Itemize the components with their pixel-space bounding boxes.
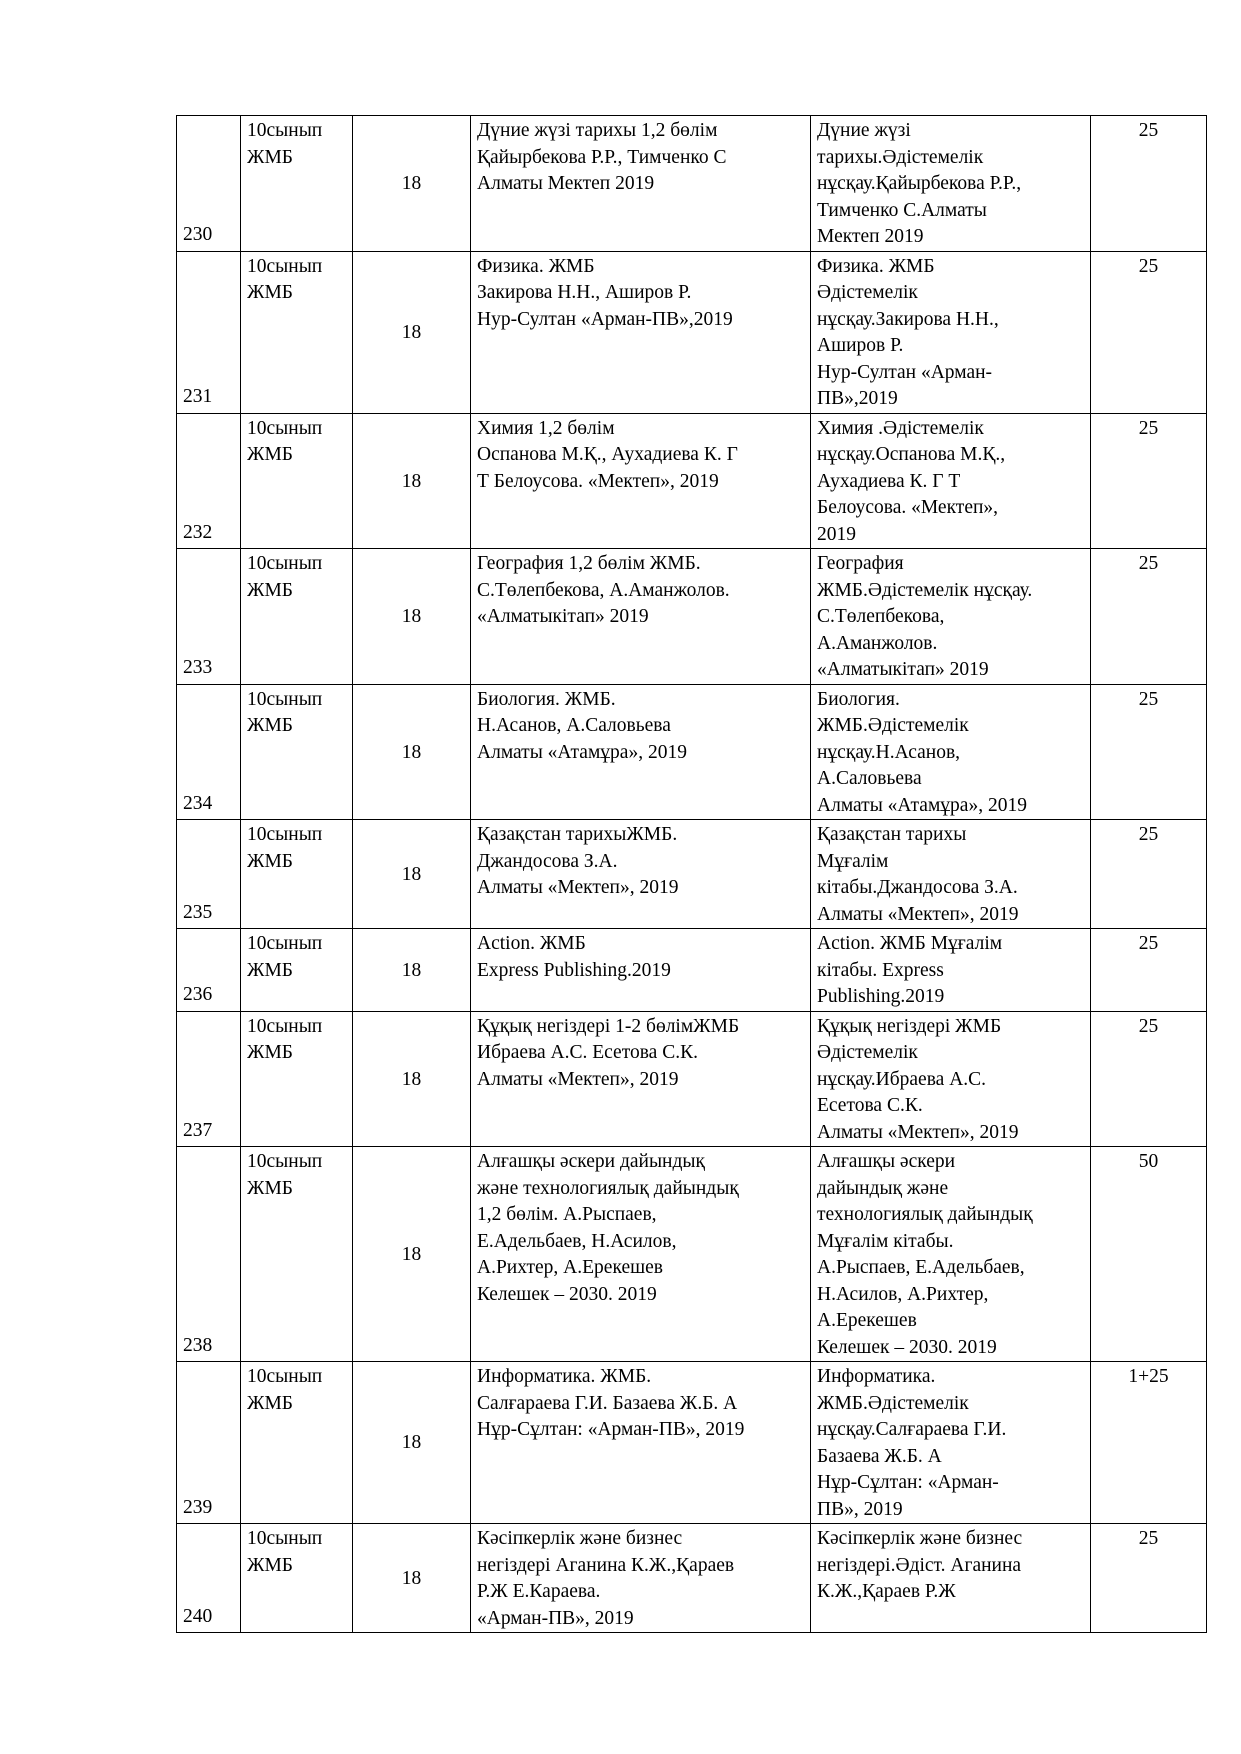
teacher-guide-line: Есетова С.К. <box>817 1095 923 1116</box>
teacher-guide-line: Келешек – 2030. 2019 <box>817 1336 997 1358</box>
table-row <box>177 251 1207 413</box>
textbook-cell <box>471 820 811 929</box>
row-number: 233 <box>183 657 213 678</box>
row-number-cell <box>177 116 241 252</box>
count-cell <box>1091 413 1207 549</box>
table-row <box>177 549 1207 685</box>
class-line: ЖМБ <box>247 1392 294 1414</box>
textbook-line: және технологиялық дайындық <box>477 1177 739 1199</box>
teacher-guide-line: нұсқау.Ибраева А.С. <box>817 1068 987 1090</box>
teacher-guide-cell <box>811 1524 1091 1633</box>
textbook-cell <box>471 251 811 413</box>
teacher-guide-line: ЖМБ.Әдістемелік <box>817 715 969 736</box>
count-value: 25 <box>1138 417 1159 439</box>
teacher-guide-line: Publishing.2019 <box>817 986 945 1007</box>
teacher-guide-line: Биология. <box>817 688 900 710</box>
class-cell <box>241 1362 353 1524</box>
hours-cell <box>353 1011 471 1147</box>
teacher-guide-line: А.Рыспаев, Е.Адельбаев, <box>817 1257 1025 1278</box>
class-cell <box>241 549 353 685</box>
class-line: 10сынып <box>247 1528 323 1549</box>
class-cell <box>241 116 353 252</box>
textbook-line: Алматы «Мектеп», 2019 <box>477 877 679 898</box>
hours-value: 18 <box>401 741 422 763</box>
row-number-cell <box>177 1362 241 1524</box>
class-cell <box>241 684 353 820</box>
class-line: ЖМБ <box>247 1042 294 1063</box>
teacher-guide-line: Аухадиева К. Г Т <box>817 470 961 492</box>
teacher-guide-line: Физика. ЖМБ <box>817 255 935 277</box>
teacher-guide-cell <box>811 549 1091 685</box>
teacher-guide-line: Тимченко С.Алматы <box>817 199 987 221</box>
teacher-guide-line: нұсқау.Закирова Н.Н., <box>817 308 999 330</box>
teacher-guide-line: Мұғалім кітабы. <box>817 1230 954 1252</box>
textbook-line: Джандосова З.А. <box>477 850 618 872</box>
class-cell <box>241 1147 353 1362</box>
textbook-line: Т Белоусова. «Мектеп», 2019 <box>477 470 719 492</box>
textbook-line: А.Рихтер, А.Ерекешев <box>477 1257 663 1278</box>
class-cell <box>241 251 353 413</box>
teacher-guide-line: К.Ж.,Қараев Р.Ж <box>817 1581 956 1602</box>
table-row <box>177 1011 1207 1147</box>
table-row <box>177 684 1207 820</box>
table-row <box>177 413 1207 549</box>
teacher-guide-line: тарихы.Әдістемелік <box>817 146 984 168</box>
textbook-line: Физика. ЖМБ <box>477 255 595 277</box>
hours-value: 18 <box>401 606 422 627</box>
hours-value: 18 <box>401 1243 422 1265</box>
textbook-line: География 1,2 бөлім ЖМБ. <box>477 553 701 574</box>
teacher-guide-line: нұсқау.Қайырбекова Р.Р., <box>817 173 1022 194</box>
hours-value: 18 <box>401 470 422 492</box>
hours-cell <box>353 413 471 549</box>
table-row <box>177 1147 1207 1362</box>
textbook-line: Алматы «Атамұра», 2019 <box>477 741 687 763</box>
class-line: ЖМБ <box>247 850 294 872</box>
textbook-line: Дүние жүзі тарихы 1,2 бөлім <box>477 120 718 141</box>
hours-cell <box>353 929 471 1012</box>
hours-value: 18 <box>401 1567 422 1589</box>
textbook-line: Action. ЖМБ <box>477 933 586 954</box>
textbook-line: Ибраева А.С. Есетова С.К. <box>477 1042 698 1063</box>
class-line: ЖМБ <box>247 959 294 981</box>
count-cell <box>1091 929 1207 1012</box>
textbook-line: Салғараева Г.И. Базаева Ж.Б. А <box>477 1392 738 1414</box>
class-line: ЖМБ <box>247 1177 294 1199</box>
teacher-guide-line: технологиялық дайындық <box>817 1204 1033 1225</box>
textbook-line: Нұр-Сұлтан: «Арман-ПВ», 2019 <box>477 1419 745 1440</box>
table-row <box>177 1524 1207 1633</box>
hours-value: 18 <box>401 173 422 194</box>
textbook-line: Келешек – 2030. 2019 <box>477 1283 657 1305</box>
count-cell <box>1091 1524 1207 1633</box>
textbook-line: Құқық негіздері 1-2 бөлімЖМБ <box>477 1015 740 1037</box>
row-number-cell <box>177 1524 241 1633</box>
teacher-guide-line: Action. ЖМБ Мұғалім <box>817 933 1003 954</box>
textbook-line: Информатика. ЖМБ. <box>477 1366 652 1387</box>
textbook-line: «Алматыкітап» 2019 <box>477 606 649 627</box>
teacher-guide-line: Н.Асилов, А.Рихтер, <box>817 1283 989 1305</box>
teacher-guide-line: дайындық және <box>817 1177 949 1199</box>
textbook-line: Оспанова М.Қ., Аухадиева К. Г <box>477 444 738 465</box>
count-value: 1+25 <box>1128 1366 1169 1387</box>
row-number: 231 <box>183 386 213 407</box>
teacher-guide-cell <box>811 1147 1091 1362</box>
hours-value: 18 <box>401 1432 422 1454</box>
count-cell <box>1091 1147 1207 1362</box>
teacher-guide-line: ЖМБ.Әдістемелік <box>817 1392 969 1414</box>
textbook-cell <box>471 929 811 1012</box>
row-number-cell <box>177 549 241 685</box>
teacher-guide-line: Алматы «Мектеп», 2019 <box>817 903 1019 925</box>
textbook-line: 1,2 бөлім. А.Рыспаев, <box>477 1204 657 1225</box>
class-line: 10сынып <box>247 255 323 277</box>
teacher-guide-line: Дүние жүзі <box>817 120 911 141</box>
count-value: 25 <box>1138 824 1159 845</box>
teacher-guide-line: Белоусова. «Мектеп», <box>817 497 999 518</box>
textbook-line: Алматы Мектеп 2019 <box>477 173 655 194</box>
count-cell <box>1091 251 1207 413</box>
textbook-cell <box>471 116 811 252</box>
textbook-line: Қазақстан тарихыЖМБ. <box>477 824 678 845</box>
hours-cell <box>353 549 471 685</box>
teacher-guide-line: Қазақстан тарихы <box>817 824 967 845</box>
hours-cell <box>353 1147 471 1362</box>
teacher-guide-line: А.Аманжолов. <box>817 632 938 654</box>
teacher-guide-line: Кәсіпкерлік және бизнес <box>817 1528 1023 1549</box>
teacher-guide-line: ПВ»,2019 <box>817 388 898 409</box>
teacher-guide-cell <box>811 413 1091 549</box>
textbook-line: Р.Ж Е.Караева. <box>477 1581 601 1602</box>
teacher-guide-line: нұсқау.Н.Асанов, <box>817 741 961 763</box>
count-value: 25 <box>1138 933 1159 954</box>
hours-cell <box>353 251 471 413</box>
hours-cell <box>353 820 471 929</box>
class-cell <box>241 929 353 1012</box>
textbook-cell <box>471 1362 811 1524</box>
class-cell <box>241 1524 353 1633</box>
teacher-guide-line: 2019 <box>817 523 856 545</box>
teacher-guide-line: Нұр-Сұлтан: «Арман- <box>817 1472 999 1493</box>
teacher-guide-line: Информатика. <box>817 1366 936 1387</box>
table-body <box>177 116 1207 1633</box>
hours-value: 18 <box>401 959 422 981</box>
teacher-guide-line: Әдістемелік <box>817 282 918 303</box>
teacher-guide-cell <box>811 116 1091 252</box>
teacher-guide-line: кітабы. Express <box>817 959 944 981</box>
class-line: 10сынып <box>247 824 323 845</box>
class-cell <box>241 1011 353 1147</box>
row-number: 234 <box>183 792 213 814</box>
teacher-guide-line: нұсқау.Салғараева Г.И. <box>817 1419 1007 1440</box>
textbook-line: Алматы «Мектеп», 2019 <box>477 1068 679 1090</box>
teacher-guide-line: ПВ», 2019 <box>817 1498 903 1520</box>
row-number-cell <box>177 1011 241 1147</box>
count-cell <box>1091 684 1207 820</box>
teacher-guide-cell <box>811 684 1091 820</box>
class-line: ЖМБ <box>247 282 294 303</box>
textbook-line: «Арман-ПВ», 2019 <box>477 1607 634 1629</box>
teacher-guide-cell <box>811 1362 1091 1524</box>
row-number-cell <box>177 929 241 1012</box>
teacher-guide-line: А.Ерекешев <box>817 1310 917 1331</box>
count-value: 25 <box>1138 1015 1159 1037</box>
teacher-guide-cell <box>811 820 1091 929</box>
class-line: 10сынып <box>247 1015 323 1037</box>
teacher-guide-line: нұсқау.Оспанова М.Қ., <box>817 444 1006 465</box>
textbook-line: Е.Адельбаев, Н.Асилов, <box>477 1230 677 1252</box>
class-cell <box>241 820 353 929</box>
teacher-guide-line: Алматы «Атамұра», 2019 <box>817 794 1027 816</box>
textbook-line: Қайырбекова Р.Р., Тимченко С <box>477 146 727 168</box>
row-number: 236 <box>183 984 213 1005</box>
teacher-guide-line: негіздері.Әдіст. Аганина <box>817 1554 1022 1576</box>
textbook-line: Закирова Н.Н., Аширов Р. <box>477 282 692 303</box>
textbook-line: Express Publishing.2019 <box>477 959 671 981</box>
class-line: ЖМБ <box>247 444 294 465</box>
row-number-cell <box>177 1147 241 1362</box>
table-row <box>177 820 1207 929</box>
row-number-cell <box>177 251 241 413</box>
table-row <box>177 929 1207 1012</box>
count-value: 25 <box>1138 553 1159 574</box>
teacher-guide-line: Аширов Р. <box>817 335 904 356</box>
textbook-cell <box>471 1011 811 1147</box>
teacher-guide-cell <box>811 929 1091 1012</box>
textbook-cell <box>471 684 811 820</box>
class-line: ЖМБ <box>247 146 294 168</box>
teacher-guide-line: Базаева Ж.Б. А <box>817 1445 942 1467</box>
teacher-guide-line: А.Саловьева <box>817 768 922 789</box>
row-number: 240 <box>183 1605 213 1627</box>
textbook-line: Алғашқы әскери дайындық <box>477 1151 705 1172</box>
count-value: 25 <box>1138 688 1159 710</box>
row-number: 238 <box>183 1334 213 1356</box>
teacher-guide-line: Мектеп 2019 <box>817 226 924 247</box>
textbook-line: Н.Асанов, А.Саловьева <box>477 715 671 736</box>
count-cell <box>1091 549 1207 685</box>
teacher-guide-line: ЖМБ.Әдістемелік нұсқау. <box>817 579 1033 601</box>
teacher-guide-line: Алматы «Мектеп», 2019 <box>817 1121 1019 1143</box>
row-number: 232 <box>183 521 213 543</box>
count-value: 25 <box>1138 1528 1159 1549</box>
row-number: 237 <box>183 1119 213 1141</box>
row-number: 230 <box>183 224 213 245</box>
table-row <box>177 116 1207 252</box>
row-number-cell <box>177 413 241 549</box>
hours-cell <box>353 684 471 820</box>
count-value: 25 <box>1138 120 1159 141</box>
teacher-guide-cell <box>811 251 1091 413</box>
textbook-cell <box>471 1147 811 1362</box>
row-number-cell <box>177 820 241 929</box>
class-line: 10сынып <box>247 553 323 574</box>
row-number: 239 <box>183 1496 213 1518</box>
textbook-cell <box>471 1524 811 1633</box>
row-number: 235 <box>183 901 213 923</box>
textbook-line: Кәсіпкерлік және бизнес <box>477 1528 683 1549</box>
teacher-guide-line: «Алматыкітап» 2019 <box>817 659 989 680</box>
class-line: 10сынып <box>247 1151 323 1172</box>
count-cell <box>1091 820 1207 929</box>
textbook-cell <box>471 549 811 685</box>
count-cell <box>1091 1362 1207 1524</box>
count-cell <box>1091 116 1207 252</box>
count-cell <box>1091 1011 1207 1147</box>
class-line: 10сынып <box>247 933 323 954</box>
hours-value: 18 <box>401 321 422 343</box>
class-line: 10сынып <box>247 417 323 439</box>
class-line: ЖМБ <box>247 715 294 736</box>
teacher-guide-line: Алғашқы әскери <box>817 1151 956 1172</box>
class-line: ЖМБ <box>247 579 294 601</box>
count-value: 50 <box>1138 1151 1159 1172</box>
hours-value: 18 <box>401 863 422 885</box>
count-value: 25 <box>1138 255 1159 277</box>
teacher-guide-line: С.Төлепбекова, <box>817 606 945 627</box>
teacher-guide-line: Химия .Әдістемелік <box>817 417 984 439</box>
teacher-guide-line: Құқық негіздері ЖМБ <box>817 1015 1002 1037</box>
teacher-guide-line: Мұғалім <box>817 850 889 872</box>
teacher-guide-line: кітабы.Джандосова З.А. <box>817 877 1018 898</box>
hours-cell <box>353 1362 471 1524</box>
teacher-guide-line: Нур-Султан «Арман- <box>817 361 993 383</box>
textbook-table <box>176 115 1207 1633</box>
row-number-cell <box>177 684 241 820</box>
table-row <box>177 1362 1207 1524</box>
class-line: 10сынып <box>247 120 323 141</box>
class-line: 10сынып <box>247 1366 323 1387</box>
textbook-line: негіздері Аганина К.Ж.,Қараев <box>477 1554 735 1576</box>
teacher-guide-line: Әдістемелік <box>817 1042 918 1063</box>
hours-value: 18 <box>401 1068 422 1090</box>
textbook-line: Нур-Султан «Арман-ПВ»,2019 <box>477 308 733 330</box>
class-line: ЖМБ <box>247 1554 294 1576</box>
hours-cell <box>353 1524 471 1633</box>
textbook-line: Химия 1,2 бөлім <box>477 417 615 439</box>
teacher-guide-cell <box>811 1011 1091 1147</box>
textbook-line: Биология. ЖМБ. <box>477 688 616 710</box>
textbook-line: С.Төлепбекова, А.Аманжолов. <box>477 579 730 601</box>
class-cell <box>241 413 353 549</box>
teacher-guide-line: География <box>817 553 904 574</box>
hours-cell <box>353 116 471 252</box>
class-line: 10сынып <box>247 688 323 710</box>
textbook-cell <box>471 413 811 549</box>
